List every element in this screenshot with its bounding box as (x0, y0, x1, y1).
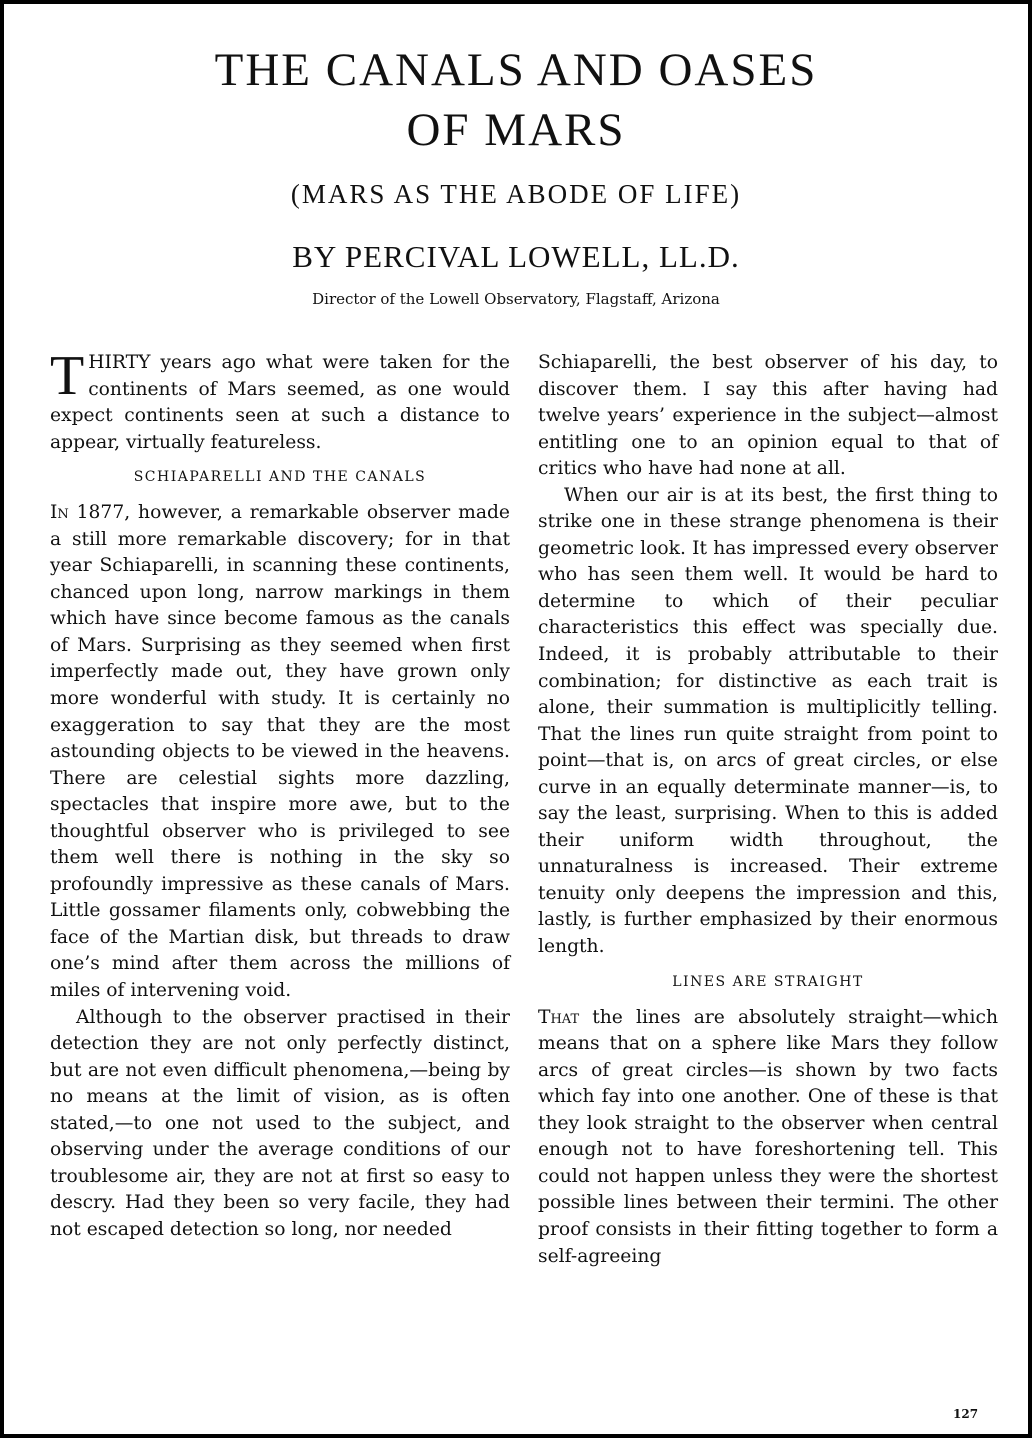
section-heading-lines-straight: LINES ARE STRAIGHT (672, 973, 864, 990)
right-column (538, 350, 998, 1270)
article-subtitle: (MARS AS THE ABODE OF LIFE) (290, 179, 742, 209)
author-affiliation: Director of the Lowell Observatory, Flagstaff, Arizona (312, 290, 720, 308)
paragraph-1877 (50, 500, 510, 1004)
author-byline: BY PERCIVAL LOWELL, LL.D. (292, 239, 740, 274)
article-title-line-1: THE CANALS AND OASES (214, 44, 818, 96)
paragraph-lines-straight-text: the lines are absolutely straight—which means that on a sphere like Mars they follow arcs of great circles—is shown by two facts which fay into one another. One of these is that they look straight to the observer when central enough not to have foreshortening tell. This could not happen unless they were the shortest possible lines between their termini. The other proof consists in their fitting together to form a self-agreeing (538, 1006, 998, 1267)
drop-cap: T (50, 345, 85, 407)
intro-paragraph (50, 345, 510, 456)
page-number: 127 (953, 1407, 979, 1421)
paragraph-observer-continued: Schiaparelli, the best observer of his day, to discover them. I say this after having had twelve years’ experience in the subject—almost entitling one to an opinion equal to that of critics who have had none at all. (538, 352, 998, 480)
section-heading-schiaparelli: SCHIAPARELLI AND THE CANALS (133, 469, 427, 486)
intro-text: HIRTY years ago what were taken for the continents of Mars seemed, as one would expect continents seen at such a distance to appear, virtually featureless. (50, 352, 510, 453)
paragraph-geometric-look: When our air is at its best, the first thing to strike one in these strange phenomena is their geometric look. It has impressed every observer who has seen them well. It would be hard to determine to which of their peculiar characteristics this effect was specially due. Indeed, it is probably attributable to their combination; for distinctive as each trait is alone, their summation is multiplicitly telling. That the lines run quite straight from point to point—that is, on arcs of great circles, or else curve in an equally determinate manner—is, to say the least, surprising. When to this is added their uniform width throughout, the unnaturalness is increased. Their extreme tenuity only deepens the impression and this, lastly, is further emphasized by their enormous length. (538, 484, 998, 958)
left-column (50, 345, 510, 1244)
paragraph-lead-word: That (538, 1006, 580, 1028)
paragraph-lines-straight (538, 1005, 998, 1270)
paragraph-observer: Although to the observer practised in their detection they are not only perfectly distinct, but are not even difficult phenomena,—being by no means at the limit of vision, as is often stated,—to one not used to the subject, and observing under the average conditions of our troublesome air, they are not at first so easy to descry. Had they been so very facile, they had not escaped detection so long, nor needed (50, 1006, 510, 1240)
paragraph-1877-text: 1877, however, a remarkable observer made a still more remarkable discovery; for in that year Schiaparelli, in scanning these continents, chanced upon long, narrow markings in them which have since become famous as the canals of Mars. Surprising as they seemed when first imperfectly made out, they have grown only more wonderful with study. It is certainly no exaggeration to say that they are the most astounding objects to be viewed in the heavens. There are celestial sights more dazzling, spectacles that inspire more awe, but to the thoughtful observer who is privileged to see them well there is nothing in the sky so profoundly impressive as these canals of Mars. Little gossamer filaments only, cobwebbing the face of the Martian disk, but threads to draw one’s mind after them across the millions of miles of intervening void. (50, 502, 510, 1002)
article-title-line-2: OF MARS (406, 104, 626, 156)
paragraph-lead-word: In (50, 502, 69, 524)
